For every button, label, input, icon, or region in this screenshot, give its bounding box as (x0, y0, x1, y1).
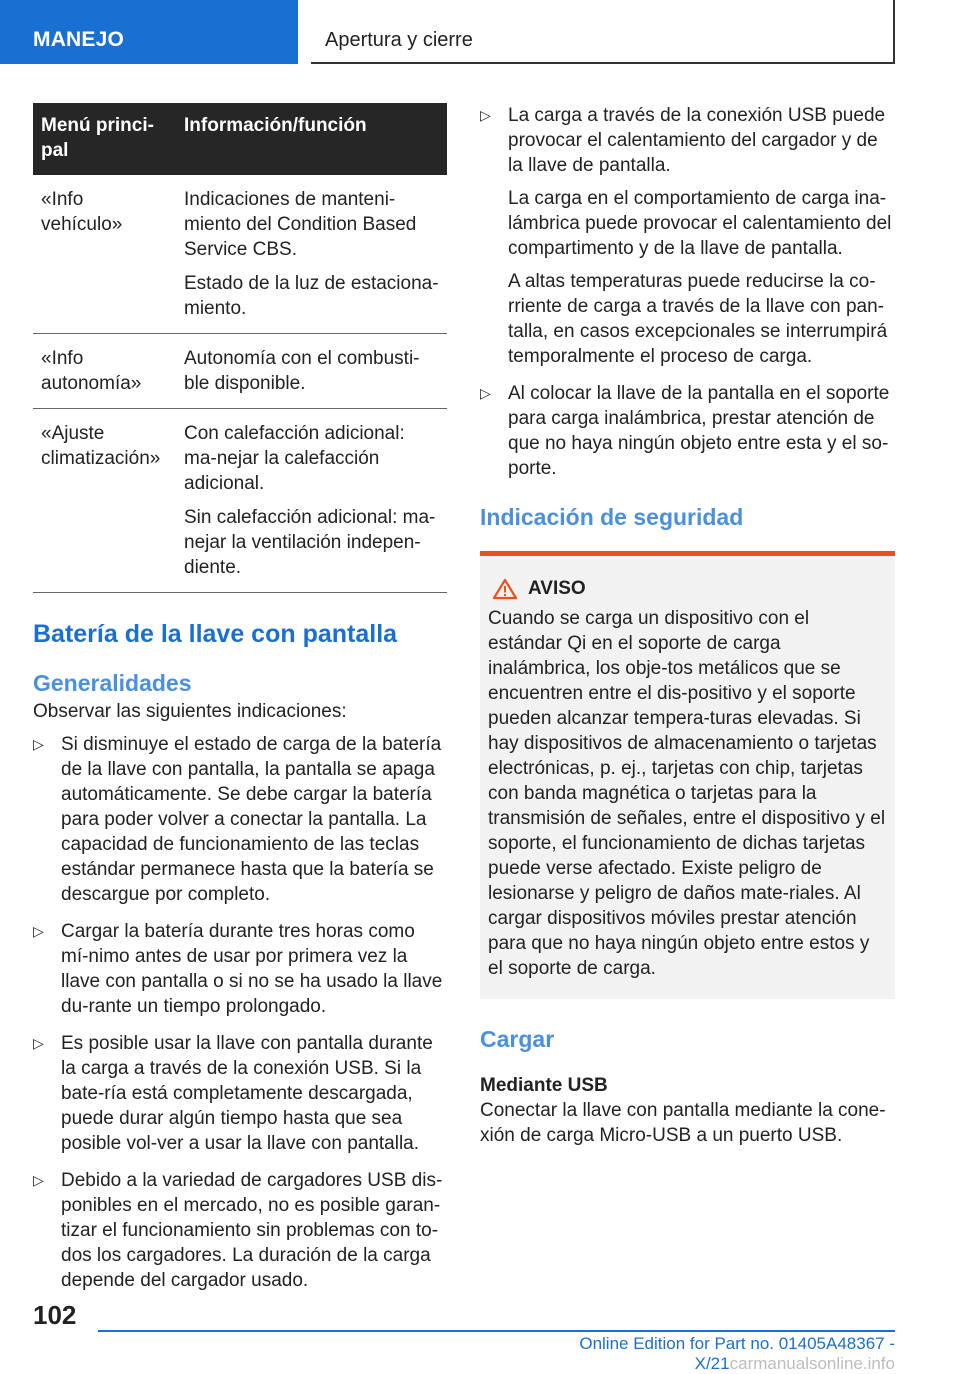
table-cell-text: Con calefacción adicional: ma-nejar la calefacción adicional. (184, 423, 405, 494)
list-item-text: Debido a la variedad de cargadores USB dis-ponibles en el mercado, no es posible garan-tizar el funcionamiento sin problemas con to-dos los cargadores. La duración de la carga depende del cargador usado. (61, 1170, 443, 1291)
list-item-text: Es posible usar la llave con pantalla durante la carga a través de la conexión USB. Si la bate-ría está completamente descargada, puede durar algún tiempo hasta que sea posible vol-ver a usar la llave con pantalla. (61, 1033, 433, 1154)
table-cell-info (176, 409, 447, 593)
table-cell-info (176, 175, 447, 334)
table-row (33, 175, 447, 334)
usb-text: Conectar la llave con pantalla mediante la cone-xión de carga Micro-USB a un puerto USB. (480, 1100, 886, 1146)
charge-heading: Cargar (480, 1026, 555, 1052)
page-header (311, 0, 895, 64)
triangle-bullet-icon: ▷ (480, 107, 491, 123)
list-item (480, 381, 895, 481)
warning-text: Cuando se carga un dispositivo con el estándar Qi en el soporte de carga inalámbrica, los obje-tos metálicos que se encuentren entre el dis-positivo y el soporte pueden alcanzar tempera-turas elevadas. Si hay dispositivos de almacenamiento o tarjetas electrónicas, p. ej., tarjetas con chip, tarjetas con banda magnética o tarjetas para la transmisión de señales, entre el dispositivo y el soporte, el funcionamiento de dichas tarjetas puede verse afectado. Existe peligro de lesionarse y peligro de daños mate-riales. Al cargar dispositivos móviles prestar atención para que no haya ningún objeto entre estos y el soporte de carga. (488, 608, 886, 979)
table-cell-menu: «Info autonomía» (33, 334, 176, 409)
list-item-text: Si disminuye el estado de carga de la batería de la llave con pantalla, la pantalla se apaga automáticamente. Se debe cargar la batería para poder volver a conectar la pantalla. La capacidad de funcionamiento de las teclas estándar permanece hasta que la batería se descargue por completo. (61, 734, 442, 905)
table-header-menu: Menú princi-pal (33, 103, 176, 175)
safety-heading: Indicación de seguridad (480, 504, 744, 530)
warning-box (480, 551, 895, 999)
section-tab (0, 0, 298, 64)
watermark-text: carmanualsonline.info (729, 1354, 895, 1373)
list-item (480, 103, 895, 369)
list-item-text: Cargar la batería durante tres horas como mí-nimo antes de usar por primera vez la llave con pantalla o si no se ha usado la llave du-rante un tiempo prolongado. (61, 921, 443, 1017)
list-item (33, 1031, 447, 1156)
footer-divider (98, 1330, 895, 1332)
table-cell-text: Estado de la luz de estaciona-miento. (184, 273, 439, 319)
list-item-text: Al colocar la llave de la pantalla en el soporte para carga inalámbrica, prestar atención de que no haya ningún objeto entre esta y el so-porte. (508, 383, 890, 479)
triangle-bullet-icon: ▷ (33, 1172, 44, 1188)
table-row (33, 409, 447, 593)
triangle-bullet-icon: ▷ (33, 923, 44, 939)
list-item-text: La carga a través de la conexión USB puede provocar el calentamiento del cargador y de la llave de pantalla. (508, 105, 886, 176)
triangle-bullet-icon: ▷ (480, 385, 491, 401)
table-row (33, 334, 447, 409)
usb-heading: Mediante USB (480, 1075, 608, 1096)
triangle-bullet-icon: ▷ (33, 1035, 44, 1051)
table-cell-text: Autonomía con el combusti-ble disponible. (184, 348, 420, 394)
list-item (33, 1168, 447, 1293)
subheading-general: Generalidades (33, 670, 192, 696)
footer (400, 1334, 895, 1374)
battery-notes-list (33, 732, 447, 1293)
warning-label: AVISO (528, 578, 586, 599)
table-cell-info (176, 334, 447, 409)
table-cell-text: Indicaciones de manteni-miento del Condition Based Service CBS. (184, 189, 417, 260)
warning-header (488, 578, 887, 600)
charging-notes-list (480, 103, 895, 481)
table-cell-menu: «Info vehículo» (33, 175, 176, 334)
right-column (480, 103, 895, 1148)
list-item (33, 732, 447, 907)
list-item-text: A altas temperaturas puede reducirse la co-rriente de carga a través de la llave con pan-talla, en casos excepcionales se interrumpirá temporalmente el proceso de carga. (508, 271, 888, 367)
table-cell-menu: «Ajuste climatización» (33, 409, 176, 593)
list-item-text: La carga en el comportamiento de carga ina-lámbrica puede provocar el calentamiento del compartimento y de la llave de pantalla. (508, 188, 892, 259)
page-title: Apertura y cierre (325, 29, 473, 51)
menu-table (33, 103, 447, 593)
section-heading-battery: Batería de la llave con pantalla (33, 620, 398, 648)
left-column (33, 103, 447, 1305)
section-label: MANEJO (33, 28, 125, 51)
warning-triangle-icon (492, 578, 518, 600)
table-header-row (33, 103, 447, 175)
intro-text: Observar las siguientes indicaciones: (33, 701, 347, 722)
table-cell-text: Sin calefacción adicional: ma-nejar la ventilación indepen-diente. (184, 507, 436, 578)
page-number: 102 (33, 1300, 77, 1330)
triangle-bullet-icon: ▷ (33, 736, 44, 752)
table-header-info: Información/función (176, 103, 447, 175)
edition-text: Online Edition for Part no. 01405A48367 - X/21 (579, 1334, 895, 1373)
list-item (33, 919, 447, 1019)
